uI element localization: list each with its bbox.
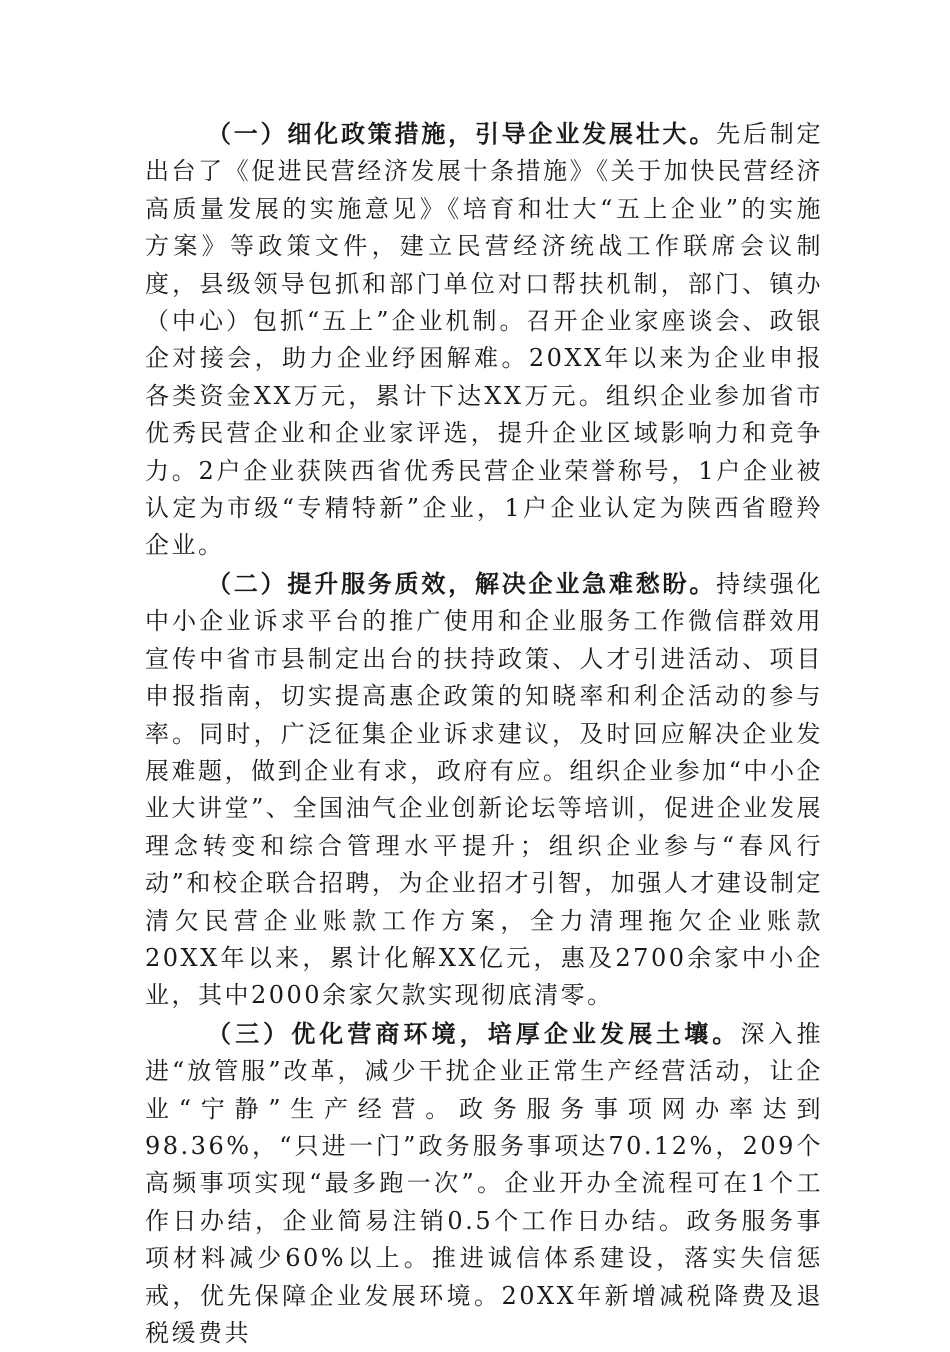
document-body — [145, 115, 823, 1352]
paragraph-business-environment — [145, 1015, 823, 1352]
paragraph-text: 持续强化中小企业诉求平台的推广使用和企业服务工作微信群效用宣传中省市县制定出台的扶持政策、人才引进活动、项目申报指南，切实提高惠企政策的知晓率和利企活动的参与率。同时，广泛征集企业诉求建议，及时回应解决企业发展难题，做到企业有求，政府有应。组织企业参加“中小企业大讲堂”、全国油气企业创新论坛等培训，促进企业发展理念转变和综合管理水平提升；组织企业参与“春风行动”和校企联合招聘，为企业招才引智，加强人才建设制定清欠民营企业账款工作方案，全力清理拖欠企业账款20XX年以来，累计化解XX亿元，惠及2700余家中小企业，其中2000余家欠款实现彻底清零。 — [145, 569, 824, 1010]
paragraph-policy-measures — [145, 115, 823, 565]
paragraph-heading: （二）提升服务质效，解决企业急难愁盼。 — [207, 568, 717, 598]
paragraph-service-quality — [145, 565, 823, 1015]
paragraph-heading: （三）优化营商环境，培厚企业发展土壤。 — [207, 1018, 741, 1048]
paragraph-heading: （一）细化政策措施，引导企业发展壮大。 — [207, 119, 717, 148]
paragraph-text: 先后制定出台了《促进民营经济发展十条措施》《关于加快民营经济高质量发展的实施意见》《培育和壮大“五上企业”的实施方案》等政策文件，建立民营经济统战工作联席会议制度，县级领导包抓和部门单位对口帮扶机制，部门、镇办（中心）包抓“五上”企业机制。召开企业家座谈会、政银企对接会，助力企业纾困解难。20XX年以来为企业申报各类资金XX万元，累计下达XX万元。组织企业参加省市优秀民营企业和企业家评选，提升企业区域影响力和竞争力。2户企业获陕西省优秀民营企业荣誉称号，1户企业被认定为市级“专精特新”企业，1户企业认定为陕西省瞪羚企业。 — [145, 120, 824, 560]
paragraph-text: 深入推进“放管服”改革，减少干扰企业正常生产经营活动，让企业“宁静”生产经营。政务服务事项网办率达到98.36%，“只进一门”政务服务事项达70.12%，209个高频事项实现“最多跑一次”。企业开办全流程可在1个工作日办结，企业简易注销0.5个工作日办结。政务服务事项材料减少60%以上。推进诚信体系建设，落实失信惩戒，优先保障企业发展环境。20XX年新增减税降费及退税缓费共 — [145, 1019, 824, 1347]
